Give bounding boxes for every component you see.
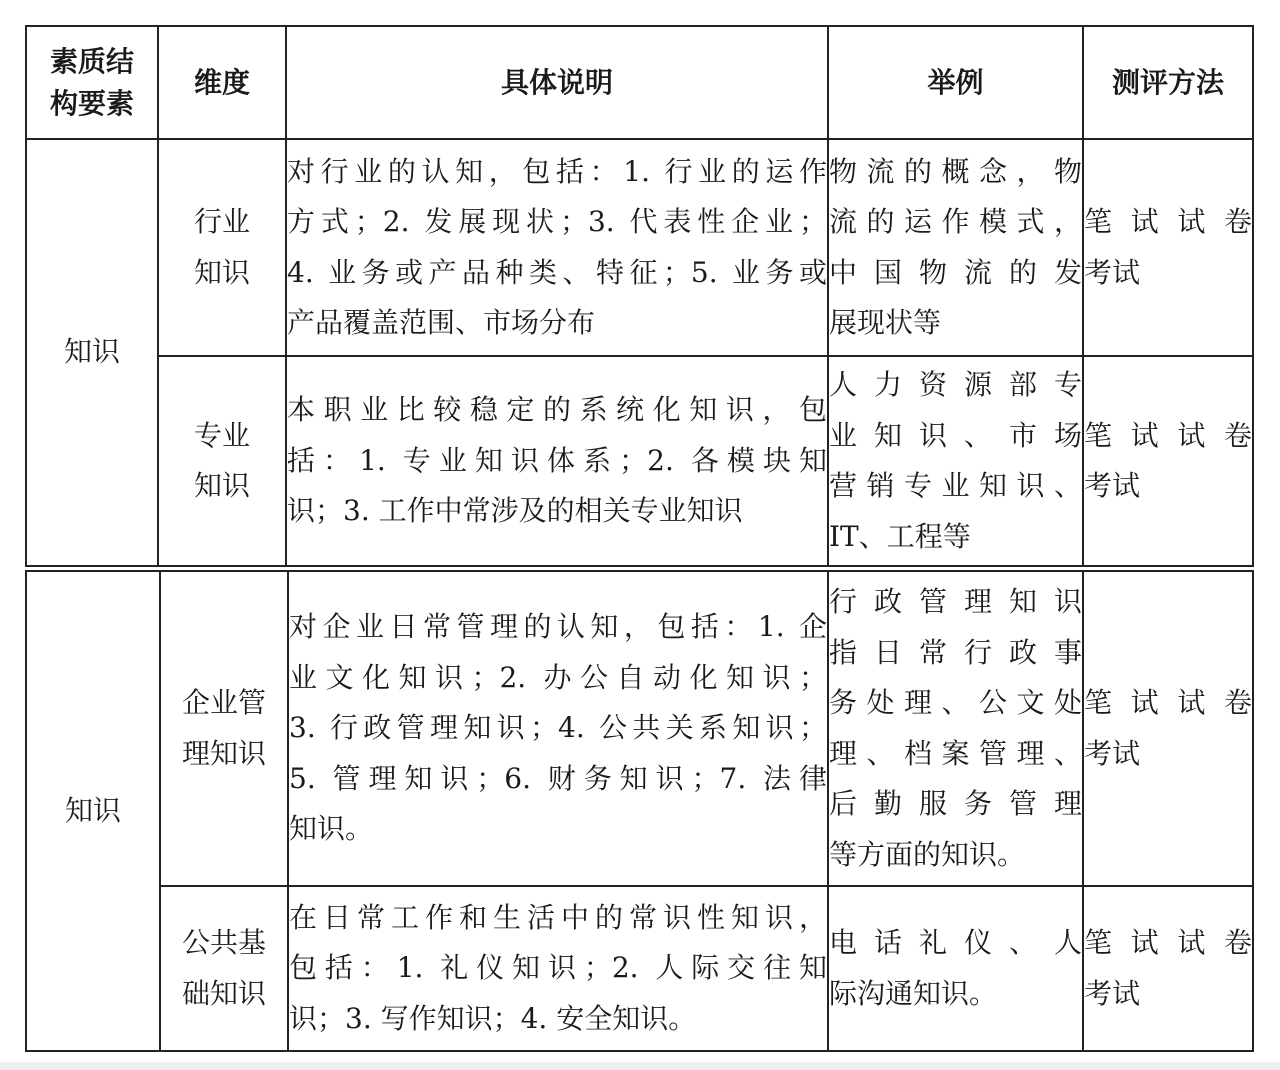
cell-line: 3. 行政管理知识；4. 公共关系知识；: [289, 711, 827, 745]
cell-line: 包括：1. 礼仪知识；2. 人际交往知: [289, 951, 827, 985]
description-cell: [286, 356, 828, 566]
cell-line: IT、工程等: [829, 519, 971, 553]
example-cell: [828, 139, 1083, 356]
cell-line: 业知识、市场: [829, 418, 1082, 452]
cell-line: 在日常工作和生活中的常识性知识，: [289, 900, 827, 934]
header-description: 具体说明: [286, 26, 828, 139]
cell-line: 笔试试卷: [1084, 686, 1252, 719]
cell-line: 础知识: [181, 976, 266, 1010]
cell-line: 中国物流的发: [829, 255, 1082, 289]
cell-line: 方式；2. 发展现状；3. 代表性企业；: [287, 205, 827, 238]
cell-line: 理知识: [181, 736, 266, 770]
cell-line: 笔试试卷: [1084, 418, 1252, 452]
header-element-line: 构要素: [49, 86, 134, 120]
cell-line: 4. 业务或产品种类、特征；5. 业务或: [287, 255, 827, 289]
cell-line: 务处理、公文处: [829, 686, 1082, 719]
cell-line: 本职业比较稳定的系统化知识，包: [287, 393, 827, 427]
cell-line: 等方面的知识。: [829, 837, 1026, 871]
method-cell: [1083, 139, 1253, 356]
method-cell: [1083, 886, 1253, 1051]
table-row: [26, 571, 1253, 886]
competency-table-part-2: [25, 570, 1254, 1052]
table-row: [26, 139, 1253, 356]
cell-line: 考试: [1084, 469, 1141, 502]
cell-line: 知识: [193, 469, 250, 502]
header-row: [26, 26, 1253, 139]
dimension-cell: [160, 571, 288, 886]
method-cell: [1083, 356, 1253, 566]
cell-line: 公共基: [181, 926, 266, 959]
header-example: 举例: [828, 26, 1083, 139]
cell-line: 对行业的认知，包括：1. 行业的运作: [287, 154, 827, 188]
cell-line: 后勤服务管理: [829, 787, 1082, 820]
example-cell: [828, 571, 1083, 886]
competency-table-part-1: [25, 25, 1254, 567]
example-cell: [828, 886, 1083, 1051]
method-cell: [1083, 571, 1253, 886]
cell-line: 际沟通知识。: [829, 976, 998, 1010]
element-cell: 知识: [26, 139, 158, 566]
cell-line: 识；3. 工作中常涉及的相关专业知识: [287, 494, 743, 528]
header-element-line: 素质结: [49, 44, 134, 78]
cell-line: 企业管: [181, 686, 266, 719]
cell-line: 理、档案管理、: [829, 736, 1082, 770]
table-row: [26, 356, 1253, 566]
cell-line: 考试: [1084, 736, 1141, 770]
cell-line: 考试: [1084, 976, 1141, 1010]
cell-line: 笔试试卷: [1084, 205, 1252, 238]
cell-line: 流的运作模式，: [829, 205, 1082, 238]
dimension-cell: [158, 139, 286, 356]
cell-line: 专业: [193, 418, 250, 452]
cell-line: 知识。: [289, 812, 374, 846]
cell-line: 识；3. 写作知识；4. 安全知识。: [289, 1001, 697, 1035]
cell-line: 考试: [1084, 255, 1141, 289]
element-cell: 知识: [26, 571, 160, 1051]
cell-line: 对企业日常管理的认知，包括：1. 企: [289, 610, 827, 644]
header-dimension: 维度: [158, 26, 286, 139]
description-cell: [288, 886, 828, 1051]
header-method: 测评方法: [1083, 26, 1253, 139]
cell-line: 知识: [193, 255, 250, 289]
cell-line: 括：1. 专业知识体系；2. 各模块知: [287, 443, 827, 477]
cell-line: 物流的概念，物: [829, 154, 1082, 188]
description-cell: [288, 571, 828, 886]
dimension-cell: [160, 886, 288, 1051]
cell-line: 展现状等: [829, 306, 942, 339]
example-cell: [828, 356, 1083, 566]
cell-line: 产品覆盖范围、市场分布: [287, 306, 596, 339]
page-bottom-edge: [0, 1062, 1280, 1070]
cell-line: 笔试试卷: [1084, 926, 1252, 959]
cell-line: 指日常行政事: [829, 635, 1082, 669]
cell-line: 业文化知识；2. 办公自动化知识；: [289, 660, 827, 694]
cell-line: 5. 管理知识；6. 财务知识；7. 法律: [289, 761, 827, 795]
cell-line: 人力资源部专: [829, 368, 1082, 401]
header-element: [26, 26, 158, 139]
description-cell: [286, 139, 828, 356]
table-row: [26, 886, 1253, 1051]
cell-line: 电话礼仪、人: [829, 926, 1082, 959]
cell-line: 行业: [193, 205, 250, 238]
cell-line: 营销专业知识、: [829, 469, 1082, 502]
dimension-cell: [158, 356, 286, 566]
cell-line: 行政管理知识: [829, 585, 1082, 618]
